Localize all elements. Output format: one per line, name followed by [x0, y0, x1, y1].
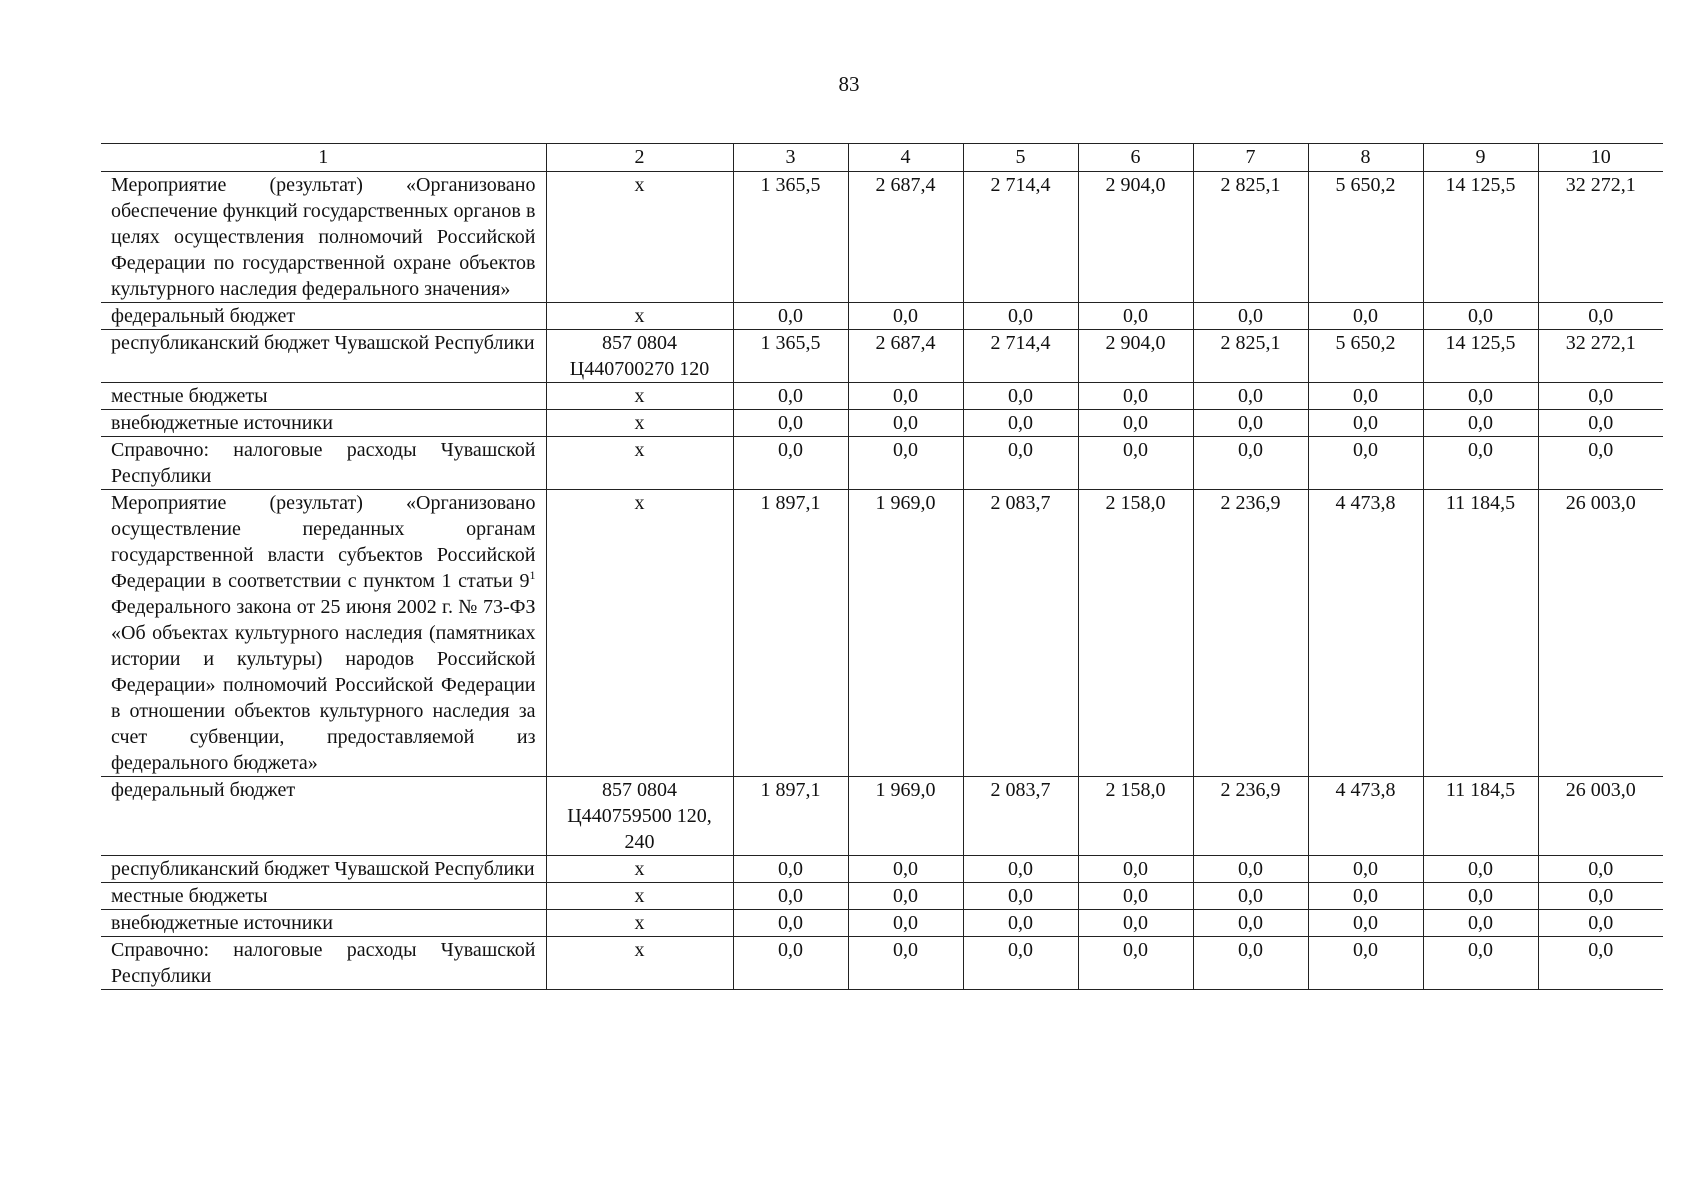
row-value-cell: 0,0 — [963, 883, 1078, 910]
header-row — [101, 144, 1663, 172]
row-value-cell: 0,0 — [1423, 437, 1538, 490]
row-value-cell: 0,0 — [1538, 937, 1663, 990]
column-header: 9 — [1423, 144, 1538, 172]
row-name-cell: республиканский бюджет Чувашской Республики — [101, 330, 546, 383]
table-row — [101, 883, 1663, 910]
row-value-cell: 2 904,0 — [1078, 330, 1193, 383]
row-value-cell: 4 473,8 — [1308, 490, 1423, 777]
table-row — [101, 437, 1663, 490]
row-value-cell: 0,0 — [1078, 910, 1193, 937]
row-value-cell: 2 714,4 — [963, 330, 1078, 383]
table-row — [101, 777, 1663, 856]
row-value-cell: 2 158,0 — [1078, 777, 1193, 856]
row-value-cell: 0,0 — [1538, 383, 1663, 410]
row-value-cell: 0,0 — [1308, 937, 1423, 990]
column-header: 5 — [963, 144, 1078, 172]
row-value-cell: 0,0 — [1423, 383, 1538, 410]
row-value-cell: 0,0 — [733, 303, 848, 330]
row-value-cell: 0,0 — [733, 910, 848, 937]
table-body — [101, 172, 1663, 990]
row-value-cell: 2 904,0 — [1078, 172, 1193, 303]
row-name-text: Мероприятие (результат) «Организовано осуществление переданных органам государственной власти субъектов Российской Федерации в соответствии с пунктом 1 статьи 9 — [111, 492, 536, 592]
budget-table — [101, 143, 1663, 990]
row-value-cell: 0,0 — [1193, 410, 1308, 437]
row-value-cell: 2 158,0 — [1078, 490, 1193, 777]
row-value-cell: 2 687,4 — [848, 172, 963, 303]
row-value-cell: 0,0 — [963, 910, 1078, 937]
row-value-cell: 14 125,5 — [1423, 330, 1538, 383]
row-value-cell: 1 897,1 — [733, 777, 848, 856]
row-value-cell: 0,0 — [848, 883, 963, 910]
row-value-cell: 2 714,4 — [963, 172, 1078, 303]
row-value-cell: 26 003,0 — [1538, 777, 1663, 856]
row-name-cell: внебюджетные источники — [101, 410, 546, 437]
row-value-cell: 2 083,7 — [963, 490, 1078, 777]
row-code-cell: x — [546, 937, 733, 990]
row-code-cell: 857 0804 Ц440700270 120 — [546, 330, 733, 383]
row-value-cell: 0,0 — [848, 910, 963, 937]
row-value-cell: 11 184,5 — [1423, 777, 1538, 856]
row-value-cell: 0,0 — [1538, 856, 1663, 883]
row-value-cell: 0,0 — [1193, 910, 1308, 937]
row-value-cell: 0,0 — [1193, 303, 1308, 330]
row-name-cell: местные бюджеты — [101, 383, 546, 410]
column-header: 6 — [1078, 144, 1193, 172]
row-value-cell: 4 473,8 — [1308, 777, 1423, 856]
row-value-cell: 0,0 — [848, 383, 963, 410]
column-header: 10 — [1538, 144, 1663, 172]
row-value-cell: 0,0 — [1423, 910, 1538, 937]
row-name-cell: Справочно: налоговые расходы Чувашской Республики — [101, 937, 546, 990]
row-value-cell: 0,0 — [733, 383, 848, 410]
row-value-cell: 0,0 — [1308, 383, 1423, 410]
row-value-cell: 0,0 — [963, 437, 1078, 490]
row-value-cell: 0,0 — [1538, 437, 1663, 490]
table-row — [101, 490, 1663, 777]
row-value-cell: 2 825,1 — [1193, 330, 1308, 383]
column-header: 7 — [1193, 144, 1308, 172]
row-value-cell: 0,0 — [848, 856, 963, 883]
row-value-cell: 2 083,7 — [963, 777, 1078, 856]
row-value-cell: 0,0 — [733, 937, 848, 990]
row-value-cell: 0,0 — [1308, 410, 1423, 437]
row-code-cell: x — [546, 910, 733, 937]
table-row — [101, 410, 1663, 437]
row-value-cell: 2 236,9 — [1193, 490, 1308, 777]
row-value-cell: 1 969,0 — [848, 490, 963, 777]
row-value-cell: 0,0 — [1538, 910, 1663, 937]
row-value-cell: 0,0 — [1308, 856, 1423, 883]
row-value-cell: 1 969,0 — [848, 777, 963, 856]
row-value-cell: 0,0 — [1078, 856, 1193, 883]
row-value-cell: 0,0 — [1423, 410, 1538, 437]
row-value-cell: 0,0 — [848, 410, 963, 437]
row-value-cell: 2 236,9 — [1193, 777, 1308, 856]
row-value-cell: 1 897,1 — [733, 490, 848, 777]
row-value-cell: 0,0 — [1423, 856, 1538, 883]
table-row — [101, 937, 1663, 990]
page-number — [0, 72, 1698, 97]
row-value-cell: 1 365,5 — [733, 172, 848, 303]
row-value-cell: 32 272,1 — [1538, 172, 1663, 303]
row-value-cell: 11 184,5 — [1423, 490, 1538, 777]
column-header: 3 — [733, 144, 848, 172]
row-name-cell: федеральный бюджет — [101, 303, 546, 330]
table-row — [101, 910, 1663, 937]
row-value-cell: 0,0 — [1308, 437, 1423, 490]
row-value-cell: 0,0 — [1078, 303, 1193, 330]
row-value-cell: 0,0 — [1078, 383, 1193, 410]
row-code-cell: x — [546, 856, 733, 883]
row-code-cell: 857 0804 Ц440759500 120, 240 — [546, 777, 733, 856]
row-value-cell: 2 687,4 — [848, 330, 963, 383]
row-value-cell: 0,0 — [1423, 937, 1538, 990]
row-value-cell: 0,0 — [1538, 303, 1663, 330]
row-value-cell: 26 003,0 — [1538, 490, 1663, 777]
row-value-cell: 0,0 — [1308, 910, 1423, 937]
row-code-cell: x — [546, 303, 733, 330]
column-header: 1 — [101, 144, 546, 172]
row-value-cell: 0,0 — [733, 883, 848, 910]
row-value-cell: 0,0 — [733, 856, 848, 883]
table-row — [101, 303, 1663, 330]
row-code-cell: x — [546, 383, 733, 410]
row-value-cell: 0,0 — [1078, 410, 1193, 437]
row-value-cell: 0,0 — [963, 937, 1078, 990]
row-value-cell: 0,0 — [1193, 883, 1308, 910]
column-header: 2 — [546, 144, 733, 172]
column-header: 4 — [848, 144, 963, 172]
table-row — [101, 383, 1663, 410]
row-name-cell: федеральный бюджет — [101, 777, 546, 856]
row-value-cell: 0,0 — [963, 410, 1078, 437]
row-value-cell: 14 125,5 — [1423, 172, 1538, 303]
row-code-cell: x — [546, 410, 733, 437]
row-value-cell: 5 650,2 — [1308, 330, 1423, 383]
column-header: 8 — [1308, 144, 1423, 172]
row-value-cell: 0,0 — [963, 383, 1078, 410]
row-value-cell: 0,0 — [1193, 937, 1308, 990]
table-row — [101, 330, 1663, 383]
row-value-cell: 1 365,5 — [733, 330, 848, 383]
row-value-cell: 0,0 — [1308, 883, 1423, 910]
row-value-cell: 0,0 — [1193, 437, 1308, 490]
row-name-cell: местные бюджеты — [101, 883, 546, 910]
row-name-text: Федерального закона от 25 июня 2002 г. № 73-ФЗ «Об объектах культурного наследия (памятниках истории и культуры) народов Российской Федерации» полномочий Российской Федерации в отношении объектов культурного наследия за счет субвенции, предоставляемой из федерального бюджета» — [111, 596, 536, 774]
row-value-cell: 32 272,1 — [1538, 330, 1663, 383]
row-value-cell: 0,0 — [963, 303, 1078, 330]
row-name-cell: внебюджетные источники — [101, 910, 546, 937]
row-value-cell: 2 825,1 — [1193, 172, 1308, 303]
row-code-cell: x — [546, 490, 733, 777]
row-code-cell: x — [546, 437, 733, 490]
table-header — [101, 144, 1663, 172]
row-value-cell: 0,0 — [848, 303, 963, 330]
row-name-cell: Мероприятие (результат) «Организовано обеспечение функций государственных органов в целях осуществления полномочий Российской Федерации по государственной охране объектов культурного наследия федерального значения» — [101, 172, 546, 303]
row-value-cell: 0,0 — [1538, 410, 1663, 437]
row-code-cell: x — [546, 883, 733, 910]
row-value-cell: 0,0 — [1078, 437, 1193, 490]
row-value-cell: 0,0 — [1423, 883, 1538, 910]
row-value-cell: 0,0 — [1193, 383, 1308, 410]
row-value-cell: 0,0 — [1078, 883, 1193, 910]
row-value-cell: 0,0 — [1193, 856, 1308, 883]
row-name-cell — [101, 490, 546, 777]
row-value-cell: 0,0 — [1308, 303, 1423, 330]
row-value-cell: 0,0 — [848, 437, 963, 490]
row-name-cell: Справочно: налоговые расходы Чувашской Республики — [101, 437, 546, 490]
page-number-text: 83 — [838, 72, 860, 96]
row-value-cell: 5 650,2 — [1308, 172, 1423, 303]
row-name-cell: республиканский бюджет Чувашской Республики — [101, 856, 546, 883]
table-row — [101, 856, 1663, 883]
table-row — [101, 172, 1663, 303]
row-value-cell: 0,0 — [733, 410, 848, 437]
row-value-cell: 0,0 — [1538, 883, 1663, 910]
row-value-cell: 0,0 — [963, 856, 1078, 883]
row-value-cell: 0,0 — [1078, 937, 1193, 990]
row-name-superscript: 1 — [529, 568, 536, 582]
row-value-cell: 0,0 — [733, 437, 848, 490]
row-value-cell: 0,0 — [848, 937, 963, 990]
row-code-cell: x — [546, 172, 733, 303]
row-value-cell: 0,0 — [1423, 303, 1538, 330]
